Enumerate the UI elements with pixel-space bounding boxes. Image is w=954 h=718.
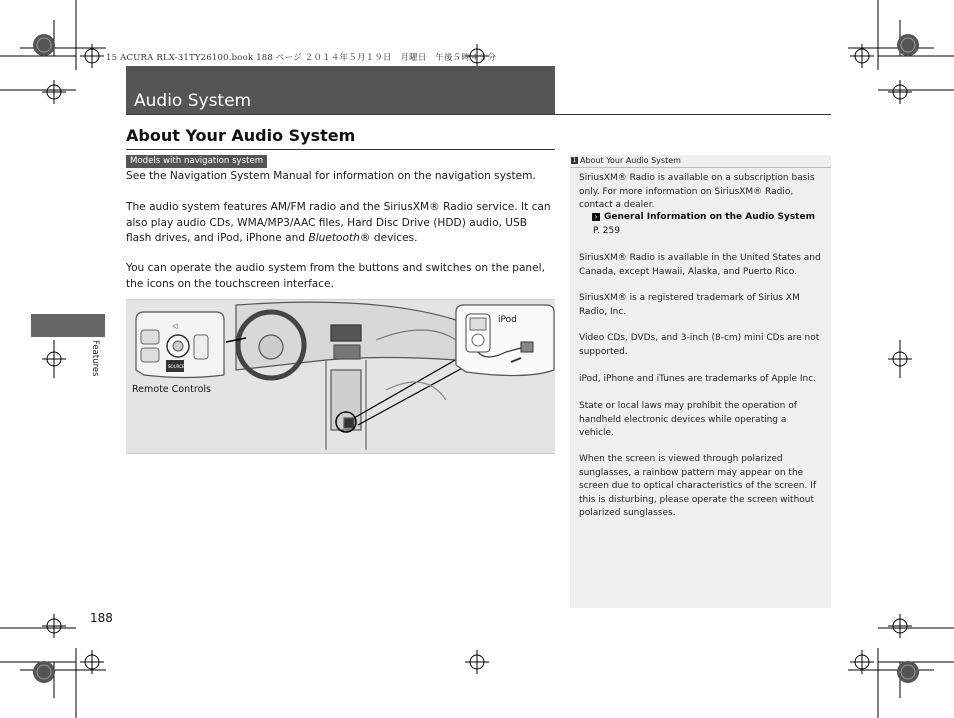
section-title: About Your Audio System <box>126 126 356 145</box>
sidebar-note-5: iPod, iPhone and iTunes are trademarks of Apple Inc. <box>579 374 817 384</box>
source-button-label: SOURCE <box>168 364 185 369</box>
sidebar-note-3: SiriusXM® is a registered trademark of Sirius XM Radio, Inc. <box>579 293 800 317</box>
features-side-label: Features <box>90 340 100 377</box>
sidebar-reference[interactable] <box>592 211 815 225</box>
body-paragraph-2-a: The audio system features AM/FM radio and the SiriusXM® Radio service. It can also play audio CDs, WMA/MP3/AAC files, Hard Disc Drive (HDD) audio, USB flash drives, and iPod, iPhone and <box>126 201 551 244</box>
reference-title: General Information on the Audio System <box>604 212 815 222</box>
chapter-title-bar <box>126 66 555 115</box>
svg-text:◁: ◁ <box>172 322 178 330</box>
reference-page[interactable]: P. 259 <box>593 226 620 236</box>
sidebar-note-1: SiriusXM® Radio is available on a subscription basis only. For more information on SiriusXM® Radio, contact a dealer. <box>579 173 815 210</box>
dashboard-drawing <box>226 302 468 450</box>
bluetooth-italic: Bluetooth <box>308 232 360 244</box>
sidebar-note-4: Video CDs, DVDs, and 3-inch (8-cm) mini CDs are not supported. <box>579 333 820 357</box>
remote-controls-label: Remote Controls <box>132 384 211 395</box>
sidebar-header <box>570 155 831 168</box>
body-paragraph-1: See the Navigation System Manual for information on the navigation system. <box>126 170 536 182</box>
cross-reference-icon: › <box>592 213 600 221</box>
body-paragraph-2-b: ® devices. <box>359 232 418 244</box>
body-paragraph-3: You can operate the audio system from the buttons and switches on the panel, the icons on the touchscreen interface. <box>126 262 545 290</box>
sidebar-note-2: SiriusXM® Radio is available in the United States and Canada, except Hawaii, Alaska, and Puerto Rico. <box>579 253 821 277</box>
dashboard-figure <box>126 299 555 454</box>
page-number: 188 <box>90 611 113 625</box>
ipod-label: iPod <box>498 315 517 325</box>
chapter-title: Audio System <box>134 91 252 111</box>
section-rule <box>126 149 555 150</box>
sidebar-header-title: About Your Audio System <box>580 156 681 165</box>
note-ref-icon: 1 <box>572 157 577 164</box>
sidebar-note-6: State or local laws may prohibit the operation of handheld electronic devices while operating a vehicle. <box>579 401 797 438</box>
remote-controls-inset <box>136 312 224 378</box>
print-header: 15 ACURA RLX-31TY26100.book 188 ページ ２０１４年５月１９日 月曜日 午後５時４３分 <box>106 53 497 63</box>
title-rule <box>126 114 831 115</box>
navigation-models-tag: Models with navigation system <box>126 155 267 168</box>
body-paragraph-2 <box>126 200 554 247</box>
sidebar-note-7: When the screen is viewed through polarized sunglasses, a rainbow pattern may appear on the screen due to optical characteristics of the screen. If this is disturbing, please operate the screen without polarized sunglasses. <box>579 454 817 518</box>
features-tab-marker <box>31 314 105 337</box>
dashboard-illustration <box>126 300 555 453</box>
